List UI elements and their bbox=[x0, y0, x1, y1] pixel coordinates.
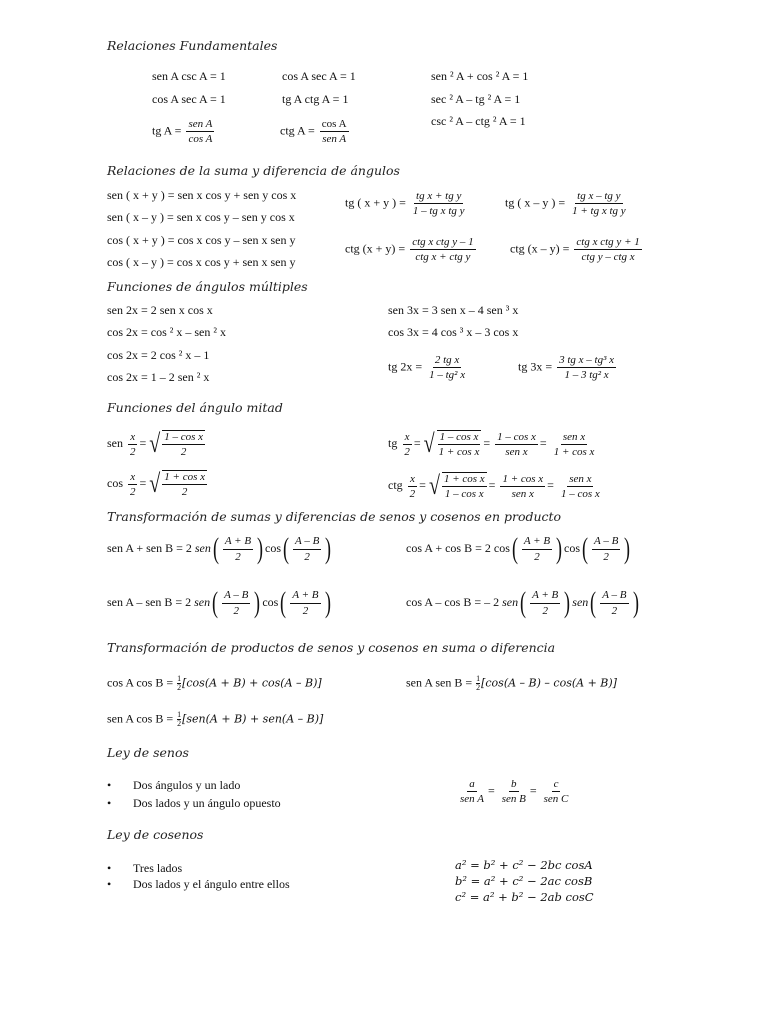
pythagorean-2: sec ² A – tg ² A = 1 bbox=[431, 92, 521, 106]
pythagorean-3: csc ² A – ctg ² A = 1 bbox=[431, 114, 526, 128]
half-cos: cos $\frac{x}{2}$ = √ $\frac{\text{1 + cos x}}{2}$ bbox=[107, 469, 205, 499]
heading-sum-to-product: Transformación de sumas y diferencias de senos y cosenos en producto bbox=[107, 509, 562, 524]
identity-tg-ctg: tg A ctg A = 1 bbox=[282, 92, 349, 106]
sen-3x: sen 3x = 3 sen x – 4 sen ³ x bbox=[388, 303, 519, 317]
heading-product-to-sum: Transformación de productos de senos y cosenos en suma o diferencia bbox=[107, 640, 556, 655]
identity-sen-csc: sen A csc A = 1 bbox=[152, 69, 226, 83]
identity-tg-quotient: tg A = sen A cos A bbox=[152, 118, 213, 146]
heading-fundamental: Relaciones Fundamentales bbox=[107, 38, 278, 53]
cos-3x: cos 3x = 4 cos ³ x – 3 cos x bbox=[388, 325, 519, 339]
ctg-sum: ctg (x + y) = ctg x ctg y – 1 ctg x + ctg y bbox=[345, 236, 474, 264]
product-to-sum-sen-sen: sen A sen B = $\frac{1}{2}$ [cos(A – B) – cos(A + B)] bbox=[406, 674, 617, 692]
tg-2x: tg 2x = $\frac{\text{2 tg x}}{\text{1 – tg² x}}$ bbox=[388, 354, 466, 382]
sum-to-product-sen-plus: sen A + sen B = 2 sen( $\frac{A + B}{2}$ ) cos( $\frac{A - B}{2}$ ) bbox=[107, 532, 332, 565]
law-cosines-eq-c: c² = a² + b² − 2ab cosC bbox=[455, 890, 594, 904]
law-of-sines-formula: a sen A = b sen B = c sen C bbox=[460, 778, 569, 806]
tg-sum: tg ( x + y ) = $\frac{\text{tg x + tg y}}{\text{1 – tg x tg y}}$ bbox=[345, 190, 465, 218]
identity-cos-sec: cos A sec A = 1 bbox=[282, 69, 356, 83]
law-cosines-eq-a: a² = b² + c² − 2bc cosA bbox=[455, 858, 593, 872]
law-sines-item-1: Dos ángulos y un lado bbox=[133, 778, 241, 792]
heading-half-angle: Funciones del ángulo mitad bbox=[107, 400, 283, 415]
half-tg: tg $\frac{x}{2}$ = √ $\frac{\text{1 – cos x}}{\text{1 + cos x}}$ = 1 – cos x sen x = sen x 1 + cos x bbox=[388, 429, 595, 459]
bullet-icon: • bbox=[107, 778, 112, 792]
law-sines-item-2: Dos lados y un ángulo opuesto bbox=[133, 796, 281, 810]
tg-3x: tg 3x = $\frac{\text{3 tg x – tg³ x}}{\text{1 – 3 tg² x}}$ bbox=[518, 354, 615, 382]
bullet-icon: • bbox=[107, 877, 112, 891]
identity-cos-sec-2: cos A sec A = 1 bbox=[152, 92, 226, 106]
cos-2x-a: cos 2x = cos ² x – sen ² x bbox=[107, 325, 226, 339]
law-cosines-item-2: Dos lados y el ángulo entre ellos bbox=[133, 877, 290, 891]
law-cosines-item-1: Tres lados bbox=[133, 861, 183, 875]
heading-law-of-sines: Ley de senos bbox=[107, 745, 189, 760]
cos-2x-c: cos 2x = 1 – 2 sen ² x bbox=[107, 370, 210, 384]
sum-to-product-sen-minus: sen A – sen B = 2 sen( $\frac{A - B}{2}$ ) cos( $\frac{A + B}{2}$ ) bbox=[107, 586, 331, 619]
sum-to-product-cos-plus: cos A + cos B = 2 cos( $\frac{A + B}{2}$ ) cos( $\frac{A - B}{2}$ ) bbox=[406, 532, 631, 565]
law-cosines-eq-b: b² = a² + c² − 2ac cosB bbox=[455, 874, 593, 888]
heading-sum-diff: Relaciones de la suma y diferencia de ángulos bbox=[107, 163, 400, 178]
tg-diff: tg ( x – y ) = $\frac{\text{tg x – tg y}}{\text{1 + tg x tg y}}$ bbox=[505, 190, 626, 218]
product-to-sum-cos-cos: cos A cos B = $\frac{1}{2}$ [cos(A + B) + cos(A – B)] bbox=[107, 674, 322, 692]
heading-law-of-cosines: Ley de cosenos bbox=[107, 827, 204, 842]
sum-to-product-cos-minus: cos A – cos B = – 2 sen( $\frac{A + B}{2}$ ) sen( $\frac{A - B}{2}$ ) bbox=[406, 586, 639, 619]
sen-sum: sen ( x + y ) = sen x cos y + sen y cos x bbox=[107, 188, 297, 202]
cos-2x-b: cos 2x = 2 cos ² x – 1 bbox=[107, 348, 210, 362]
cos-sum: cos ( x + y ) = cos x cos y – sen x sen y bbox=[107, 233, 296, 247]
pythagorean-1: sen ² A + cos ² A = 1 bbox=[431, 69, 529, 83]
heading-multiple: Funciones de ángulos múltiples bbox=[107, 279, 308, 294]
sen-diff: sen ( x – y ) = sen x cos y – sen y cos x bbox=[107, 210, 295, 224]
sen-2x: sen 2x = 2 sen x cos x bbox=[107, 303, 213, 317]
half-sen: sen $\frac{x}{2}$ = √ $\frac{\text{1 – cos x}}{2}$ bbox=[107, 429, 204, 459]
half-ctg: ctg $\frac{x}{2}$ = √ $\frac{\text{1 + cos x}}{\text{1 – cos x}}$ = 1 + cos x sen x = sen x 1 – cos x bbox=[388, 471, 600, 501]
bullet-icon: • bbox=[107, 796, 112, 810]
product-to-sum-sen-cos: sen A cos B = $\frac{1}{2}$ [sen(A + B) + sen(A – B)] bbox=[107, 710, 324, 728]
ctg-diff: ctg (x – y) = ctg x ctg y + 1 ctg y – ctg x bbox=[510, 236, 640, 264]
bullet-icon: • bbox=[107, 861, 112, 875]
cos-diff: cos ( x – y ) = cos x cos y + sen x sen y bbox=[107, 255, 296, 269]
identity-ctg-quotient: ctg A = cos A sen A bbox=[280, 118, 347, 146]
